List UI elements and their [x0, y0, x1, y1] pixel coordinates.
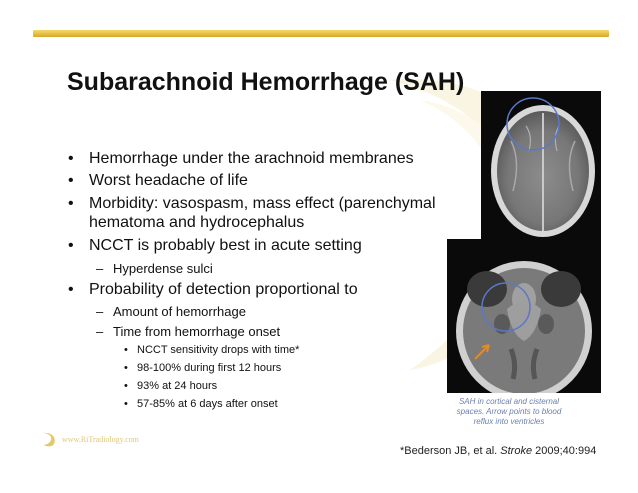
- bullet-marker: •: [124, 362, 128, 374]
- sub-bullet-text: Amount of hemorrhage: [113, 304, 246, 319]
- bullet-marker: •: [124, 344, 128, 356]
- ct-scan-image-upper: [481, 91, 601, 239]
- citation-prefix: *Bederson JB, et al.: [400, 445, 501, 457]
- bullet-text: NCCT is probably best in acute setting: [89, 237, 362, 254]
- bullet-marker: •: [124, 380, 128, 392]
- bullet-marker: •: [68, 195, 74, 212]
- dash-marker: –: [96, 261, 104, 276]
- logo-swirl-icon: [40, 430, 58, 448]
- dash-marker: –: [96, 304, 104, 319]
- bullet-text: Probability of detection proportional to: [89, 281, 358, 298]
- sub-bullet-text: Hyperdense sulci: [113, 261, 213, 276]
- site-logo: [40, 430, 180, 450]
- top-accent-bar: [33, 30, 609, 37]
- citation-suffix: 2009;40:994: [532, 445, 597, 457]
- sub-sub-bullet-text: 98-100% during first 12 hours: [137, 362, 282, 374]
- sub-sub-bullet-text: 57-85% at 6 days after onset: [137, 398, 278, 410]
- bullet-marker: •: [68, 281, 74, 298]
- sub-sub-bullet-text: NCCT sensitivity drops with time*: [137, 344, 300, 356]
- bullet-text: hematoma and hydrocephalus: [89, 214, 305, 231]
- bullet-marker: •: [124, 398, 128, 410]
- sub-sub-bullet-text: 93% at 24 hours: [137, 380, 218, 392]
- bullet-marker: •: [68, 237, 74, 254]
- citation-journal: Stroke: [500, 445, 533, 457]
- bullet-text: Worst headache of life: [89, 172, 248, 189]
- ct-scan-image-lower: [447, 239, 601, 393]
- caption-line: spaces. Arrow points to blood: [456, 407, 562, 416]
- bullet-text: Hemorrhage under the arachnoid membranes: [89, 150, 414, 167]
- slide-title: Subarachnoid Hemorrhage (SAH): [67, 68, 465, 96]
- bullet-text: Morbidity: vasospasm, mass effect (parenchymal: [89, 195, 436, 212]
- bullet-marker: •: [68, 150, 74, 167]
- logo-text: www.RiTradiology.com: [62, 435, 139, 444]
- sub-bullet-text: Time from hemorrhage onset: [113, 324, 281, 339]
- citation: [400, 445, 596, 457]
- caption-line: SAH in cortical and cisternal: [458, 397, 560, 406]
- image-caption: [440, 397, 578, 427]
- dash-marker: –: [96, 324, 104, 339]
- caption-line: reflux into ventricles: [473, 417, 545, 426]
- bullet-marker: •: [68, 172, 74, 189]
